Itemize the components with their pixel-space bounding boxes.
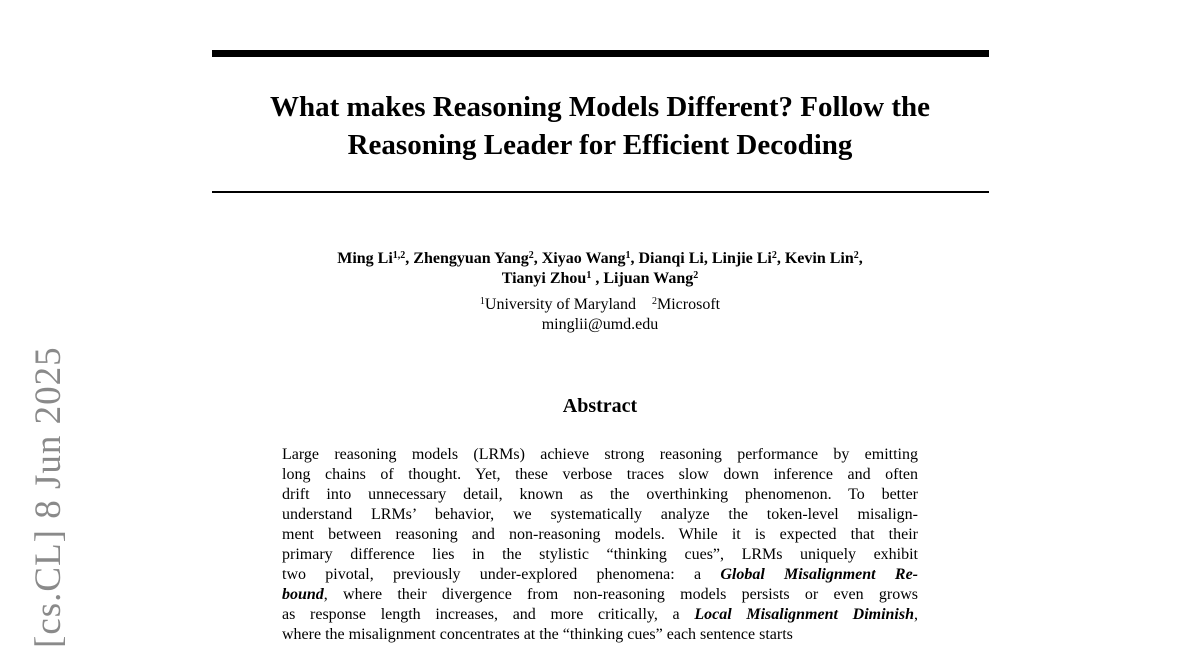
affiliation-name: University of Maryland: [484, 296, 636, 313]
abstract-emphasis: Local Misalignment Diminish: [694, 606, 914, 623]
author-affil-sup: 1: [625, 250, 631, 261]
abstract-line: Large reasoning models (LRMs) achieve strong reasoning performance by emitting: [282, 446, 918, 463]
abstract-text: two pivotal, previously under-explored phenomena: a: [282, 566, 721, 583]
author-affil-sup: 2: [853, 250, 859, 261]
email: minglii@umd.edu: [541, 316, 659, 333]
author-name: Ming Li: [337, 250, 393, 267]
author-name: Xiyao Wang: [541, 250, 626, 267]
arxiv-stamp: [cs.CL] 8 Jun 2025: [28, 346, 69, 648]
author-affil-sup: 2: [771, 250, 777, 261]
author-name: Linjie Li: [711, 250, 772, 267]
affiliation-name: Microsoft: [656, 296, 721, 313]
title-top-rule: [212, 50, 989, 57]
abstract-emphasis: bound: [282, 586, 324, 603]
title-bottom-rule: [212, 191, 989, 193]
author-line-2: Tianyi Zhou$^1$ , Lijuan Wang$^2$: [501, 270, 699, 287]
author-name: Zhengyuan Yang: [413, 250, 529, 267]
author-affil-sup: 2: [528, 250, 534, 261]
title-line-1: What makes Reasoning Models Different? Follow the: [270, 91, 930, 123]
author-name: Tianyi Zhou: [501, 270, 587, 287]
abstract-line: [282, 605, 918, 625]
abstract-line: [282, 585, 918, 605]
abstract-emphasis: Global Misalignment Re-: [720, 566, 918, 583]
abstract-line: where the misalignment concentrates at the “thinking cues” each sentence starts: [282, 626, 793, 643]
author-line-1: Ming Li$^{1,2}$, Zhengyuan Yang$^2$, Xiyao Wang$^1$, Dianqi Li, Linjie Li$^2$, Kevin Lin$^2$,: [337, 250, 863, 267]
abstract-body: [282, 445, 918, 645]
abstract-line: primary difference lies in the stylistic “thinking cues”, LRMs uniquely exhibit: [282, 546, 918, 563]
abstract-line: understand LRMs’ behavior, we systematically analyze the token-level misalign-: [282, 506, 918, 523]
abstract-line: long chains of thought. Yet, these verbose traces slow down inference and often: [282, 466, 918, 483]
abstract-line: ment between reasoning and non-reasoning models. While it is expected that their: [282, 526, 918, 543]
abstract-text: as response length increases, and more critically, a: [282, 606, 695, 623]
affiliations: [300, 295, 900, 335]
title-line-2: Reasoning Leader for Efficient Decoding: [347, 129, 853, 161]
author-affil-sup: 1,2: [392, 250, 406, 261]
affiliation-sup: 1: [479, 296, 485, 307]
affiliation-line: [300, 295, 900, 315]
abstract-text: , where their divergence from non-reasoning models persists or even grows: [323, 586, 918, 603]
affiliation-sup: 2: [651, 296, 657, 307]
author-list: [230, 249, 970, 289]
author-affil-sup: 2: [693, 270, 699, 281]
author-name: Dianqi Li: [638, 250, 704, 267]
abstract-heading: Abstract: [562, 395, 638, 417]
paper-title: [200, 88, 1000, 164]
author-name: Kevin Lin: [784, 250, 854, 267]
author-affil-sup: 1: [586, 270, 592, 281]
abstract-text: ,: [914, 606, 918, 623]
abstract-line: [282, 565, 918, 585]
author-name: Lijuan Wang: [603, 270, 694, 287]
abstract-line: drift into unnecessary detail, known as the overthinking phenomenon. To better: [282, 486, 918, 503]
